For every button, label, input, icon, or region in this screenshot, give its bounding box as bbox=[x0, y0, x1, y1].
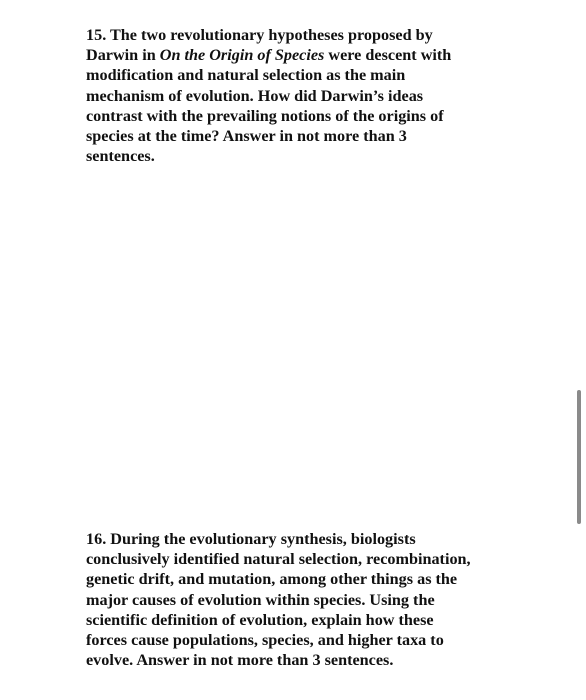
question-15-line: modification and natural selection as the main bbox=[86, 66, 406, 85]
question-15-line: mechanism of evolution. How did Darwin’s ideas bbox=[86, 86, 424, 105]
question-16-line: 16. During the evolutionary synthesis, biologists bbox=[86, 530, 416, 548]
question-16-line: scientific definition of evolution, explain how these bbox=[86, 610, 434, 629]
question-15-line bbox=[86, 45, 516, 65]
book-title: On the Origin of Species bbox=[159, 46, 325, 65]
question-16-line: conclusively identified natural selection, recombination, bbox=[86, 550, 471, 569]
question-16 bbox=[86, 529, 516, 670]
question-16-line: genetic drift, and mutation, among other things as the bbox=[86, 570, 458, 589]
question-15-line: contrast with the prevailing notions of the origins of bbox=[86, 106, 444, 125]
vertical-scrollbar[interactable] bbox=[577, 390, 581, 524]
question-15-line: sentences. bbox=[86, 147, 155, 166]
question-16-line: forces cause populations, species, and higher taxa to bbox=[86, 631, 444, 650]
question-16-line: major causes of evolution within species. Using the bbox=[86, 590, 435, 609]
question-15-line-text: Darwin in bbox=[86, 46, 160, 65]
question-15-line: species at the time? Answer in not more than 3 bbox=[86, 127, 407, 146]
question-15 bbox=[86, 25, 516, 166]
question-16-line: evolve. Answer in not more than 3 sentences. bbox=[86, 651, 394, 670]
question-15-line-text: were descent with bbox=[324, 46, 452, 65]
question-15-line: 15. The two revolutionary hypotheses proposed by bbox=[86, 26, 433, 44]
